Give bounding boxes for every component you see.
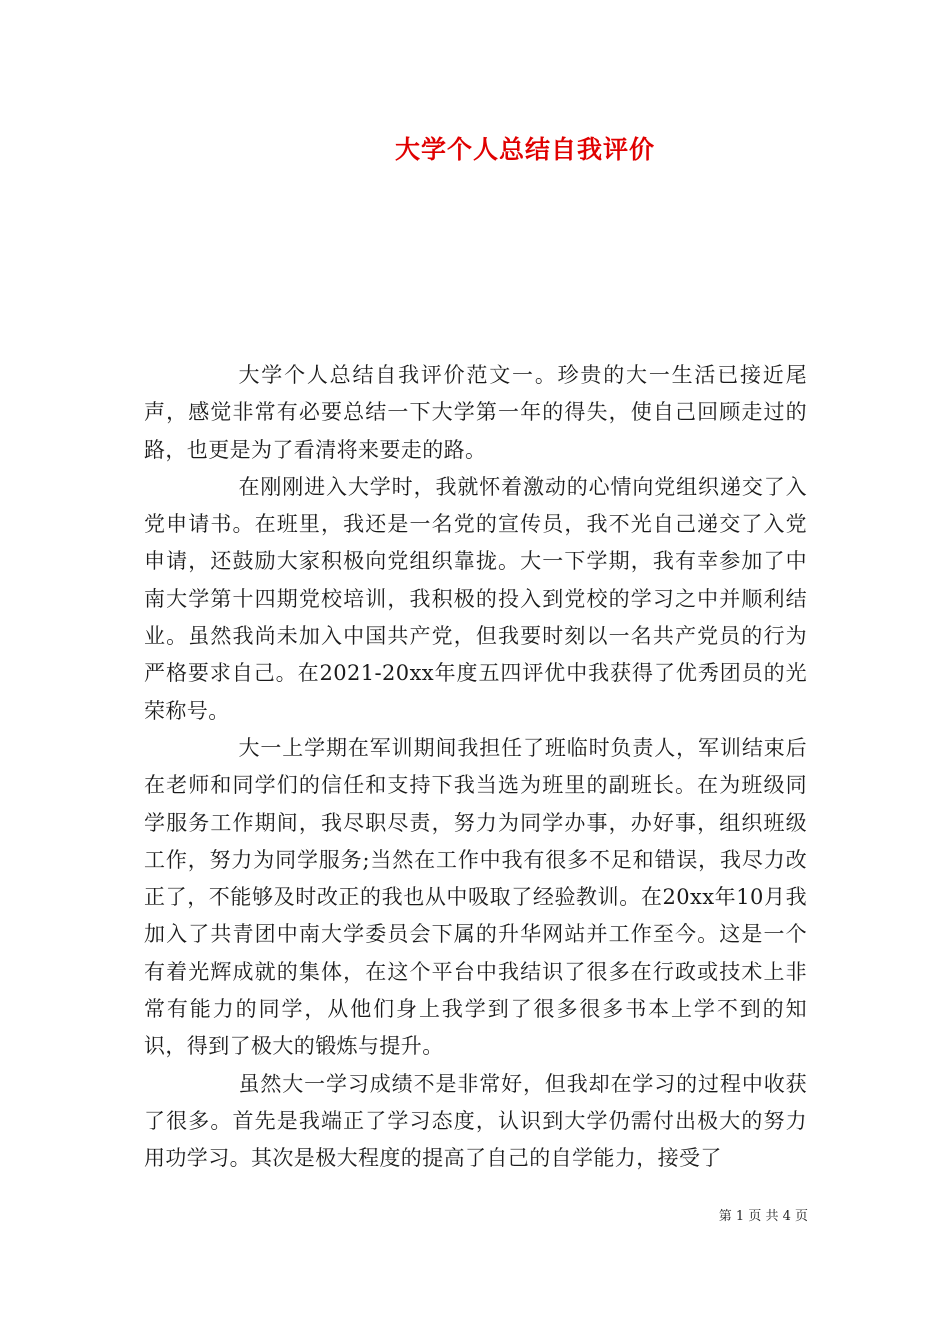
page-number-footer: 第 1 页 共 4 页 [718, 1209, 808, 1224]
paragraph: 大学个人总结自我评价范文一。珍贵的大一生活已接近尾声，感觉非常有必要总结一下大学第一年的得失，使自己回顾走过的路，也更是为了看清将来要走的路。 [144, 363, 807, 462]
document-title: 大学个人总结自我评价 [394, 135, 655, 164]
paragraph: 在刚刚进入大学时，我就怀着激动的心情向党组织递交了入党申请书。在班里，我还是一名党的宣传员，我不光自己递交了入党申请，还鼓励大家积极向党组织靠拢。大一下学期，我有幸参加了中南大学第十四期党校培训，我积极的投入到党校的学习之中并顺利结业。虽然我尚未加入中国共产党，但我要时刻以一名共产党员的行为严格要求自己。在2021-20xx年度五四评优中我获得了优秀团员的光荣称号。 [144, 474, 807, 723]
paragraph: 大一上学期在军训期间我担任了班临时负责人，军训结束后在老师和同学们的信任和支持下我当选为班里的副班长。在为班级同学服务工作期间，我尽职尽责，努力为同学办事，办好事，组织班级工作，努力为同学服务;当然在工作中我有很多不足和错误，我尽力改正了，不能够及时改正的我也从中吸取了经验教训。在20xx年10月我加入了共青团中南大学委员会下属的升华网站并工作至今。这是一个有着光辉成就的集体，在这个平台中我结识了很多在行政或技术上非常有能力的同学，从他们身上我学到了很多很多书本上学不到的知识，得到了极大的锻炼与提升。 [144, 735, 807, 1059]
paragraph: 虽然大一学习成绩不是非常好，但我却在学习的过程中收获了很多。首先是我端正了学习态度，认识到大学仍需付出极大的努力用功学习。其次是极大程度的提高了自己的自学能力，接受了 [144, 1071, 807, 1171]
document-body [144, 357, 807, 1178]
